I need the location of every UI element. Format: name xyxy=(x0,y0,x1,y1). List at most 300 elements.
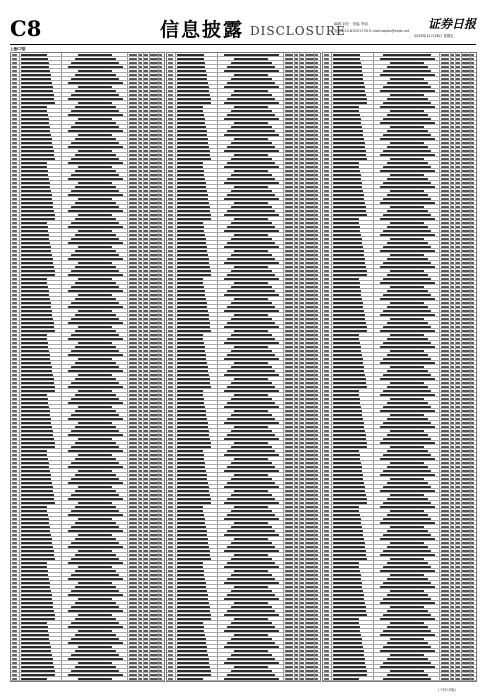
cell-text xyxy=(451,158,454,160)
cell-text xyxy=(150,142,158,144)
cell-text xyxy=(295,194,298,196)
cell-text xyxy=(75,202,116,204)
cell-text xyxy=(159,650,162,652)
cell-text xyxy=(451,666,454,668)
cell-text xyxy=(21,594,52,596)
cell-text xyxy=(168,162,173,164)
cell-text xyxy=(129,122,137,124)
cell-text xyxy=(456,106,460,108)
cell-text xyxy=(441,538,449,540)
cell-text xyxy=(441,430,449,432)
cell-text xyxy=(12,466,17,468)
cell-text xyxy=(306,326,314,328)
cell-text xyxy=(168,566,173,568)
cell-text xyxy=(129,62,137,64)
cell-text xyxy=(168,418,173,420)
cell-text xyxy=(306,254,314,256)
cell-text xyxy=(441,350,449,352)
cell-text xyxy=(144,534,148,536)
cell-text xyxy=(324,590,329,592)
cell-text xyxy=(441,626,449,628)
cell-text xyxy=(227,290,275,292)
cell-text xyxy=(333,390,359,392)
cell-text xyxy=(315,510,318,512)
cell-text xyxy=(129,598,137,600)
cell-text xyxy=(159,186,162,188)
cell-text xyxy=(168,130,173,132)
cell-text xyxy=(333,254,364,256)
cell-text xyxy=(451,306,454,308)
cell-text xyxy=(471,206,474,208)
cell-text xyxy=(129,186,137,188)
cell-text xyxy=(150,254,158,256)
cell-text xyxy=(168,534,173,536)
table-row xyxy=(167,677,320,681)
cell-text xyxy=(315,142,318,144)
cell-text xyxy=(306,470,314,472)
cell-text xyxy=(462,170,470,172)
cell-text xyxy=(471,282,474,284)
cell-text xyxy=(12,598,17,600)
cell-text xyxy=(295,462,298,464)
cell-text xyxy=(159,446,162,448)
cell-text xyxy=(78,118,112,120)
cell-text xyxy=(462,594,470,596)
cell-text xyxy=(129,486,137,488)
cell-text xyxy=(456,262,460,264)
cell-text xyxy=(231,174,272,176)
cell-text xyxy=(462,54,470,56)
cell-text xyxy=(227,130,275,132)
cell-text xyxy=(71,558,119,560)
cell-text xyxy=(285,250,293,252)
cell-text xyxy=(306,630,314,632)
cell-text xyxy=(387,242,428,244)
cell-text xyxy=(144,342,148,344)
cell-text xyxy=(471,198,474,200)
cell-text xyxy=(21,170,48,172)
cell-text xyxy=(139,530,142,532)
cell-text xyxy=(333,54,360,56)
cell-text xyxy=(451,502,454,504)
cell-text xyxy=(462,518,470,520)
cell-text xyxy=(462,630,470,632)
cell-text xyxy=(177,342,204,344)
cell-text xyxy=(306,578,314,580)
cell-text xyxy=(306,334,314,336)
cell-text xyxy=(71,414,119,416)
cell-text xyxy=(21,466,49,468)
cell-text xyxy=(333,486,365,488)
cell-text xyxy=(306,526,314,528)
issue-date: 2025年11月28日 星期五 xyxy=(414,34,454,38)
cell-text xyxy=(451,314,454,316)
cell-text xyxy=(333,418,363,420)
cell-text xyxy=(295,310,298,312)
cell-text xyxy=(177,446,211,448)
cell-text xyxy=(390,222,424,224)
cell-text xyxy=(68,274,123,276)
cell-text xyxy=(380,330,435,332)
cell-text xyxy=(295,182,298,184)
cell-text xyxy=(12,58,17,60)
cell-text xyxy=(441,566,449,568)
cell-text xyxy=(129,390,137,392)
cell-text xyxy=(285,446,293,448)
cell-text xyxy=(129,434,137,436)
cell-text xyxy=(451,430,454,432)
cell-text xyxy=(451,82,454,84)
cell-text xyxy=(129,350,137,352)
cell-text xyxy=(21,554,54,556)
cell-text xyxy=(168,670,173,672)
cell-text xyxy=(168,194,173,196)
cell-text xyxy=(139,254,142,256)
cell-text xyxy=(306,634,314,636)
cell-text xyxy=(471,70,474,72)
cell-text xyxy=(78,134,112,136)
cell-text xyxy=(300,366,304,368)
cell-text xyxy=(234,554,268,556)
cell-text xyxy=(441,658,449,660)
cell-text xyxy=(471,570,474,572)
cell-text xyxy=(295,550,298,552)
cell-text xyxy=(21,626,48,628)
cell-text xyxy=(456,302,460,304)
cell-text xyxy=(387,594,428,596)
cell-text xyxy=(300,466,304,468)
cell-text xyxy=(300,230,304,232)
cell-text xyxy=(295,318,298,320)
cell-text xyxy=(451,394,454,396)
cell-text xyxy=(295,66,298,68)
cell-text xyxy=(441,158,449,160)
cell-text xyxy=(295,370,298,372)
cell-text xyxy=(300,214,304,216)
cell-text xyxy=(333,562,359,564)
cell-text xyxy=(456,314,460,316)
cell-text xyxy=(21,550,54,552)
cell-text xyxy=(168,58,173,60)
cell-text xyxy=(159,118,162,120)
cell-text xyxy=(139,98,142,100)
cell-text xyxy=(451,642,454,644)
cell-text xyxy=(224,678,279,680)
cell-text xyxy=(234,634,268,636)
cell-text xyxy=(144,318,148,320)
cell-text xyxy=(139,434,142,436)
cell-text xyxy=(390,94,424,96)
cell-text xyxy=(300,106,304,108)
cell-text xyxy=(159,550,162,552)
cell-text xyxy=(333,110,359,112)
cell-text xyxy=(324,610,329,612)
cell-text xyxy=(68,562,123,564)
cell-text xyxy=(227,322,275,324)
cell-text xyxy=(159,450,162,452)
cell-text xyxy=(129,218,137,220)
cell-text xyxy=(471,122,474,124)
cell-text xyxy=(295,582,298,584)
cell-text xyxy=(306,194,314,196)
cell-text xyxy=(139,294,142,296)
cell-text xyxy=(144,122,148,124)
cell-text xyxy=(462,622,470,624)
cell-text xyxy=(227,674,275,676)
cell-text xyxy=(177,494,210,496)
cell-text xyxy=(150,162,158,164)
cell-text xyxy=(441,94,449,96)
cell-text xyxy=(168,150,173,152)
cell-text xyxy=(177,314,209,316)
cell-text xyxy=(12,590,17,592)
cell-text xyxy=(300,278,304,280)
cell-text xyxy=(456,574,460,576)
cell-text xyxy=(159,82,162,84)
cell-text xyxy=(380,362,435,364)
cell-text xyxy=(129,342,137,344)
cell-text xyxy=(68,146,123,148)
cell-text xyxy=(315,434,318,436)
cell-text xyxy=(78,582,112,584)
cell-text xyxy=(129,242,137,244)
cell-text xyxy=(75,298,116,300)
cell-text xyxy=(129,638,137,640)
cell-text xyxy=(333,506,359,508)
cell-text xyxy=(456,554,460,556)
cell-text xyxy=(12,502,17,504)
cell-text xyxy=(177,558,211,560)
cell-text xyxy=(12,222,17,224)
cell-text xyxy=(75,650,116,652)
cell-text xyxy=(75,634,116,636)
cell-text xyxy=(306,458,314,460)
cell-text xyxy=(21,286,48,288)
cell-text xyxy=(234,522,268,524)
cell-text xyxy=(324,186,329,188)
cell-text xyxy=(315,314,318,316)
cell-text xyxy=(285,406,293,408)
cell-text xyxy=(456,214,460,216)
cell-text xyxy=(324,498,329,500)
cell-text xyxy=(224,646,279,648)
cell-text xyxy=(234,362,268,364)
cell-text xyxy=(150,638,158,640)
cell-text xyxy=(21,414,50,416)
cell-text xyxy=(451,390,454,392)
cell-text xyxy=(333,446,367,448)
cell-text xyxy=(462,566,470,568)
cell-text xyxy=(462,434,470,436)
cell-text xyxy=(144,358,148,360)
cell-text xyxy=(150,662,158,664)
cell-text xyxy=(285,542,293,544)
cell-text xyxy=(68,98,123,100)
cell-text xyxy=(441,82,449,84)
cell-text xyxy=(285,114,293,116)
cell-text xyxy=(300,358,304,360)
cell-text xyxy=(177,578,205,580)
cell-text xyxy=(333,366,364,368)
cell-text xyxy=(144,410,148,412)
cell-text xyxy=(159,482,162,484)
cell-text xyxy=(139,594,142,596)
cell-text xyxy=(441,674,449,676)
cell-text xyxy=(144,670,148,672)
cell-text xyxy=(231,334,272,336)
cell-text xyxy=(139,522,142,524)
cell-text xyxy=(333,302,363,304)
cell-text xyxy=(315,542,318,544)
cell-text xyxy=(21,450,47,452)
cell-text xyxy=(300,574,304,576)
cell-text xyxy=(306,270,314,272)
cell-text xyxy=(78,406,112,408)
cell-text xyxy=(12,318,17,320)
cell-text xyxy=(21,226,48,228)
cell-text xyxy=(315,366,318,368)
cell-text xyxy=(315,190,318,192)
cell-text xyxy=(456,58,460,60)
cell-text xyxy=(383,470,431,472)
cell-text xyxy=(285,454,293,456)
cell-text xyxy=(21,178,49,180)
cell-text xyxy=(315,82,318,84)
cell-text xyxy=(144,562,148,564)
cell-text xyxy=(471,602,474,604)
cell-text xyxy=(168,146,173,148)
cell-text xyxy=(456,158,460,160)
cell-text xyxy=(177,70,206,72)
cell-text xyxy=(300,510,304,512)
cell-text xyxy=(285,54,293,56)
cell-text xyxy=(68,82,123,84)
cell-text xyxy=(285,422,293,424)
cell-text xyxy=(168,110,173,112)
cell-text xyxy=(306,66,314,68)
cell-text xyxy=(159,262,162,264)
cell-text xyxy=(441,554,449,556)
cell-text xyxy=(285,650,293,652)
cell-text xyxy=(456,474,460,476)
cell-text xyxy=(471,518,474,520)
cell-text xyxy=(295,402,298,404)
cell-text xyxy=(295,626,298,628)
cell-text xyxy=(159,546,162,548)
cell-text xyxy=(129,522,137,524)
cell-text xyxy=(387,450,428,452)
cell-text xyxy=(300,326,304,328)
cell-text xyxy=(383,86,431,88)
cell-text xyxy=(324,634,329,636)
cell-text xyxy=(144,186,148,188)
cell-text xyxy=(315,394,318,396)
cell-text xyxy=(150,566,158,568)
cell-text xyxy=(380,74,435,76)
cell-text xyxy=(315,346,318,348)
cell-text xyxy=(159,494,162,496)
cell-text xyxy=(144,426,148,428)
cell-text xyxy=(471,78,474,80)
cell-text xyxy=(129,290,137,292)
cell-text xyxy=(456,362,460,364)
cell-text xyxy=(144,630,148,632)
cell-text xyxy=(333,350,361,352)
cell-text xyxy=(78,310,112,312)
cell-text xyxy=(456,590,460,592)
cell-text xyxy=(300,82,304,84)
cell-text xyxy=(144,506,148,508)
cell-text xyxy=(12,150,17,152)
cell-text xyxy=(462,278,470,280)
cell-text xyxy=(21,454,47,456)
cell-text xyxy=(451,350,454,352)
cell-text xyxy=(177,214,211,216)
cell-text xyxy=(144,526,148,528)
cell-text xyxy=(456,202,460,204)
cell-text xyxy=(306,106,314,108)
cell-text xyxy=(21,390,55,392)
cell-text xyxy=(295,386,298,388)
cell-text xyxy=(12,630,17,632)
cell-text xyxy=(315,178,318,180)
cell-text xyxy=(333,370,364,372)
cell-text xyxy=(306,310,314,312)
cell-text xyxy=(462,122,470,124)
cell-text xyxy=(462,150,470,152)
cell-text xyxy=(462,210,470,212)
cell-text xyxy=(390,302,424,304)
cell-text xyxy=(462,638,470,640)
cell-text xyxy=(462,502,470,504)
cell-text xyxy=(451,562,454,564)
cell-text xyxy=(441,246,449,248)
cell-text xyxy=(300,578,304,580)
cell-text xyxy=(456,90,460,92)
cell-text xyxy=(380,266,435,268)
cell-text xyxy=(21,586,50,588)
cell-text xyxy=(324,94,329,96)
cell-text xyxy=(451,490,454,492)
cell-text xyxy=(306,234,314,236)
cell-text xyxy=(12,94,17,96)
cell-text xyxy=(324,462,329,464)
cell-text xyxy=(300,502,304,504)
cell-text xyxy=(324,258,329,260)
cell-text xyxy=(144,598,148,600)
cell-text xyxy=(150,518,158,520)
cell-text xyxy=(78,182,112,184)
cell-text xyxy=(471,222,474,224)
cell-text xyxy=(441,182,449,184)
cell-text xyxy=(150,578,158,580)
cell-text xyxy=(315,674,318,676)
cell-text xyxy=(168,582,173,584)
cell-text xyxy=(441,574,449,576)
cell-text xyxy=(300,150,304,152)
cell-text xyxy=(177,258,209,260)
cell-text xyxy=(451,626,454,628)
cell-text xyxy=(306,286,314,288)
cell-text xyxy=(471,514,474,516)
cell-text xyxy=(295,138,298,140)
cell-text xyxy=(139,466,142,468)
cell-text xyxy=(315,262,318,264)
cell-text xyxy=(159,102,162,104)
cell-text xyxy=(451,506,454,508)
cell-text xyxy=(21,334,47,336)
cell-text xyxy=(177,402,204,404)
